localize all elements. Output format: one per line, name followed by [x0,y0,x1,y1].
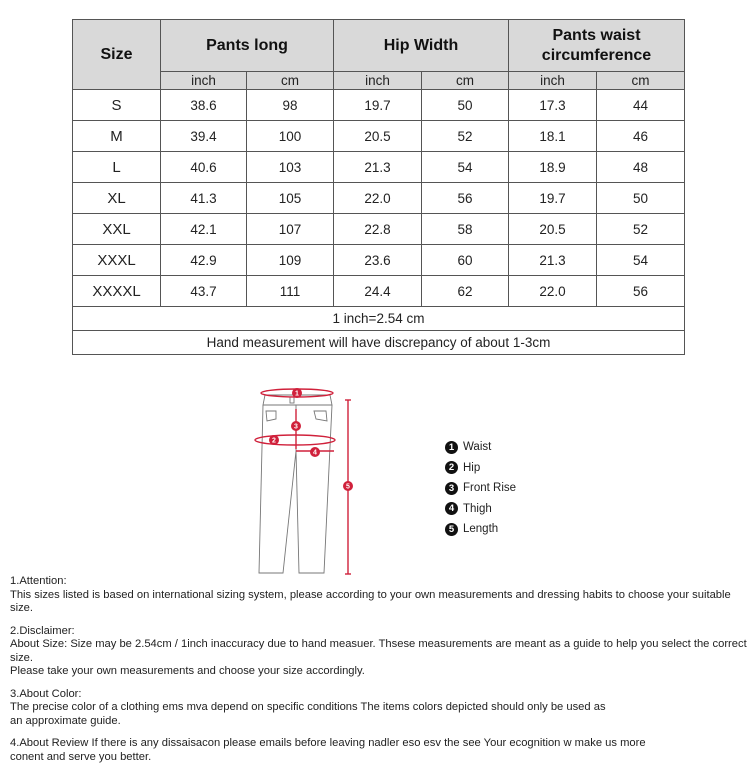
legend-item-hip [445,458,516,479]
cell-size: L [73,152,161,183]
table-row [73,90,685,121]
note-line: 4.About Review If there is any dissaisacon please emails before leaving nadler eso esv the see Your ecognition w make us more [10,737,646,749]
cell-hip-inch: 22.8 [334,214,422,245]
legend-label: Length [463,523,499,536]
note-disclaimer [10,625,750,679]
legend-item-length [445,519,516,540]
cell-waist-inch: 20.5 [509,214,597,245]
pants-measurement-diagram [250,383,365,578]
cell-pants-inch: 43.7 [161,276,247,307]
legend-label: Hip [463,461,481,474]
cell-hip-cm: 52 [422,121,509,152]
cell-pants-cm: 111 [247,276,334,307]
cell-waist-inch: 17.3 [509,90,597,121]
cell-hip-inch: 24.4 [334,276,422,307]
cell-size: XXXL [73,245,161,276]
conversion-note: 1 inch=2.54 cm [73,307,685,331]
cell-hip-cm: 60 [422,245,509,276]
discrepancy-row [73,331,685,355]
note-line: conent and serve you better. [10,750,152,763]
legend-label: Waist [463,441,492,454]
table-row [73,276,685,307]
cell-waist-cm: 56 [597,276,685,307]
cell-pants-cm: 107 [247,214,334,245]
unit-hip-cm: cm [422,72,509,90]
unit-pants-inch: inch [161,72,247,90]
header-row [73,20,685,72]
cell-waist-cm: 50 [597,183,685,214]
note-line: This sizes listed is based on international sizing system, please according to your own measurements and dressing habits to choose your suitable size. [10,588,731,614]
note-attention [10,575,750,616]
cell-hip-inch: 21.3 [334,152,422,183]
cell-size: XXXXL [73,276,161,307]
cell-size: M [73,121,161,152]
note-title: 1.Attention: [10,575,67,587]
cell-waist-cm: 48 [597,152,685,183]
note-line: an approximate guide. [10,714,121,727]
table-row [73,245,685,276]
cell-hip-cm: 56 [422,183,509,214]
cell-pants-cm: 98 [247,90,334,121]
note-line: About Size: Size may be 2.54cm / 1inch inaccuracy due to hand measuer. Thsese measurements are meant as a guide to help you select the correct size. [10,638,747,664]
cell-hip-cm: 58 [422,214,509,245]
table-row [73,183,685,214]
cell-waist-cm: 54 [597,245,685,276]
note-about-review [10,737,750,764]
legend-label: Front Rise [463,482,517,495]
note-title: 2.Disclaimer: [10,624,75,637]
cell-hip-inch: 22.0 [334,183,422,214]
conversion-row [73,307,685,331]
discrepancy-note: Hand measurement will have discrepancy of about 1-3cm [73,331,685,355]
cell-pants-inch: 42.1 [161,214,247,245]
cell-pants-inch: 41.3 [161,183,247,214]
cell-hip-inch: 20.5 [334,121,422,152]
pants-outline-icon [250,383,365,578]
note-line: Please take your own measurements and choose your size accordingly. [10,665,365,677]
number-1-icon: 1 [445,441,458,454]
cell-pants-inch: 42.9 [161,245,247,276]
note-title: 3.About Color: [10,687,82,700]
cell-waist-inch: 21.3 [509,245,597,276]
note-about-color [10,688,750,729]
unit-pants-cm: cm [247,72,334,90]
cell-size: XL [73,183,161,214]
cell-hip-inch: 19.7 [334,90,422,121]
table-row [73,214,685,245]
number-2-icon: 2 [445,461,458,474]
header-waist: Pants waist circumference [509,20,685,72]
cell-waist-cm: 44 [597,90,685,121]
notes-section [10,575,750,773]
cell-hip-cm: 54 [422,152,509,183]
number-4-icon: 4 [445,502,458,515]
svg-text:1: 1 [295,390,299,398]
cell-hip-cm: 62 [422,276,509,307]
cell-pants-cm: 103 [247,152,334,183]
cell-hip-cm: 50 [422,90,509,121]
cell-waist-inch: 22.0 [509,276,597,307]
number-5-icon: 5 [445,523,458,536]
cell-hip-inch: 23.6 [334,245,422,276]
cell-pants-cm: 105 [247,183,334,214]
size-chart-table [72,19,685,355]
unit-waist-inch: inch [509,72,597,90]
cell-size: S [73,90,161,121]
header-hip-width: Hip Width [334,20,509,72]
header-pants-long: Pants long [161,20,334,72]
cell-waist-cm: 52 [597,214,685,245]
cell-pants-cm: 109 [247,245,334,276]
legend-label: Thigh [463,502,492,515]
unit-row [73,72,685,90]
svg-text:2: 2 [272,437,276,445]
legend-item-thigh [445,499,516,520]
cell-pants-inch: 40.6 [161,152,247,183]
legend-item-waist [445,437,516,458]
number-3-icon: 3 [445,482,458,495]
legend-item-front-rise [445,478,516,499]
cell-waist-inch: 18.9 [509,152,597,183]
cell-waist-inch: 19.7 [509,183,597,214]
cell-pants-inch: 38.6 [161,90,247,121]
svg-text:4: 4 [313,449,317,457]
header-size: Size [73,20,161,90]
cell-size: XXL [73,214,161,245]
cell-pants-cm: 100 [247,121,334,152]
svg-text:5: 5 [346,483,350,491]
note-line: The precise color of a clothing ems mva depend on specific conditions The items colors depicted should only be used as [10,701,606,713]
unit-hip-inch: inch [334,72,422,90]
unit-waist-cm: cm [597,72,685,90]
table-row [73,152,685,183]
svg-text:3: 3 [294,423,298,431]
cell-waist-cm: 46 [597,121,685,152]
cell-waist-inch: 18.1 [509,121,597,152]
measurement-legend [445,437,516,540]
cell-pants-inch: 39.4 [161,121,247,152]
table-row [73,121,685,152]
